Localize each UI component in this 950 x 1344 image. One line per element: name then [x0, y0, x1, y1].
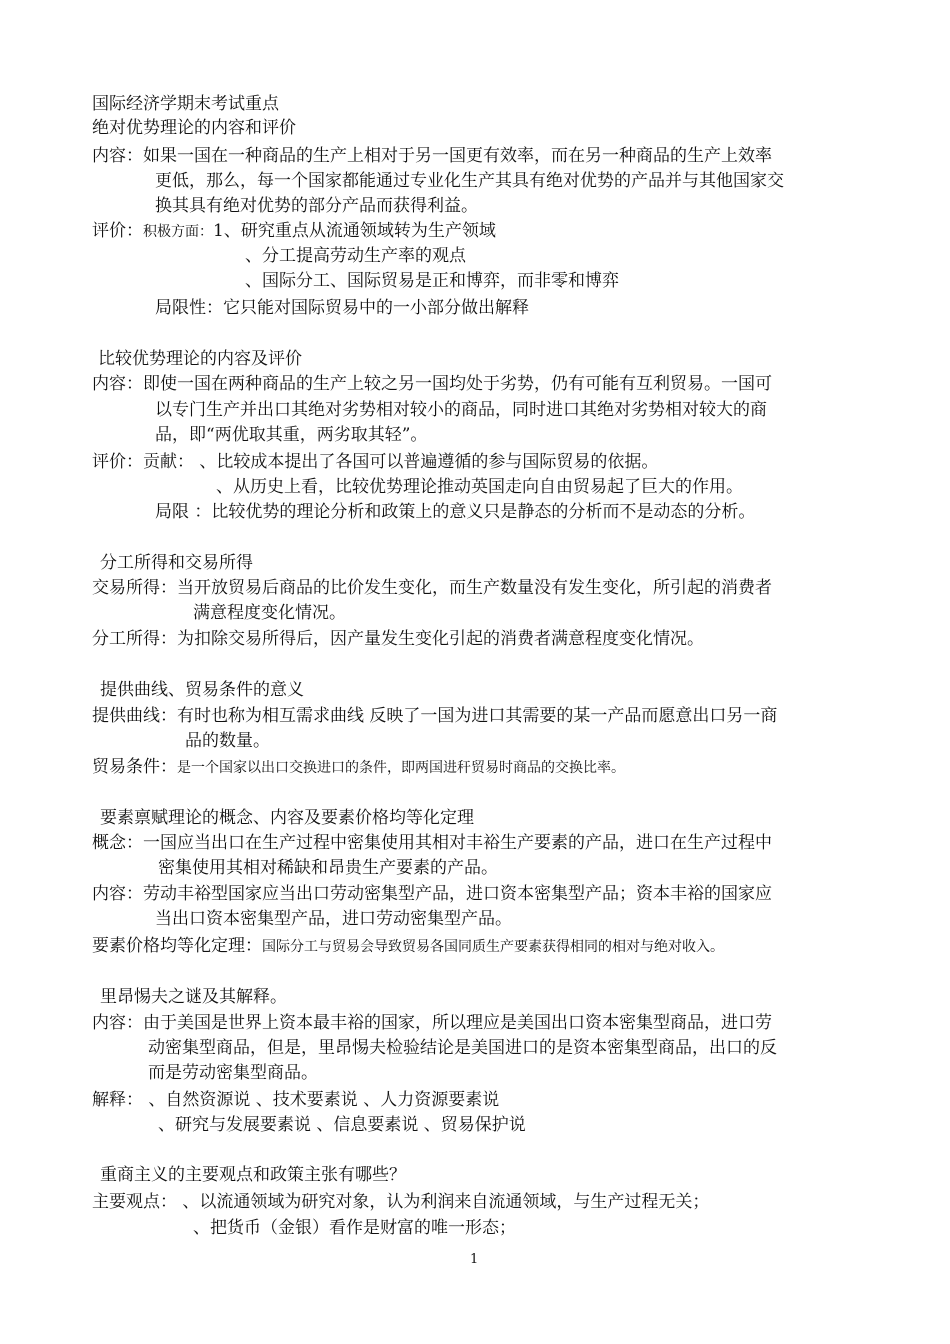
s2-limitation: 局限 ：比较优势的理论分析和政策上的意义只是静态的分析而不是动态的分析。 [155, 502, 756, 522]
s4-offer-curve: 提供曲线：有时也称为相互需求曲线 反映了一国为进口其需要的某一产品而愿意出口另一商 [92, 706, 778, 726]
section-heading-offer-curve: 提供曲线、贸易条件的意义 [100, 680, 304, 700]
s1-eval-point: 1、研究重点从流通领域转为生产领域 [213, 221, 496, 241]
s5-content: 内容：劳动丰裕型国家应当出口劳动密集型产品，进口资本密集型产品；资本丰裕的国家应 [92, 884, 772, 904]
section-heading-absolute-advantage: 绝对优势理论的内容和评价 [92, 118, 296, 138]
s6-explanation: 、研究与发展要素说 、信息要素说 、贸易保护说 [158, 1115, 526, 1135]
section-heading-factor-endowment: 要素禀赋理论的概念、内容及要素价格均等化定理 [100, 808, 474, 828]
s1-eval-point: 、分工提高劳动生产率的观点 [245, 246, 466, 266]
document-title: 国际经济学期末考试重点 [92, 94, 279, 114]
s5-concept: 密集使用其相对稀缺和昂贵生产要素的产品。 [158, 858, 498, 878]
s4-offer-curve: 品的数量。 [185, 731, 270, 751]
s6-content: 而是劳动密集型商品。 [148, 1063, 318, 1083]
s5-content: 当出口资本密集型产品，进口劳动密集型产品。 [155, 909, 512, 929]
s1-eval-positive-label: 积极方面： [143, 224, 213, 240]
s5-theorem [92, 934, 724, 959]
s5-concept: 概念：一国应当出口在生产过程中密集使用其相对丰裕生产要素的产品，进口在生产过程中 [92, 833, 772, 853]
s5-theorem-text: 国际分工与贸易会导致贸易各国同质生产要素获得相同的相对与绝对收入。 [262, 939, 724, 955]
s3-division-gain: 分工所得：为扣除交易所得后，因产量发生变化引起的消费者满意程度变化情况。 [92, 629, 704, 649]
s7-view: 主要观点： 、以流通领域为研究对象，认为利润来自流通领域，与生产过程无关； [92, 1192, 710, 1212]
s2-eval-line: 、从历史上看，比较优势理论推动英国走向自由贸易起了巨大的作用。 [216, 477, 743, 497]
s6-content: 内容：由于美国是世界上资本最丰裕的国家，所以理应是美国出口资本密集型商品，进口劳 [92, 1013, 772, 1033]
s6-content: 动密集型商品，但是，里昂惕夫检验结论是美国进口的是资本密集型商品，出口的反 [148, 1038, 777, 1058]
s3-trade-gain: 交易所得：当开放贸易后商品的比价发生变化，而生产数量没有发生变化，所引起的消费者 [92, 578, 772, 598]
s1-content-line: 内容：如果一国在一种商品的生产上相对于另一国更有效率，而在另一种商品的生产上效率 [92, 146, 772, 166]
s2-content-line: 内容：即使一国在两种商品的生产上较之另一国均处于劣势，仍有可能有互利贸易。一国可 [92, 374, 772, 394]
section-heading-mercantilism: 重商主义的主要观点和政策主张有哪些？ [100, 1165, 406, 1185]
s3-trade-gain: 满意程度变化情况。 [193, 603, 346, 623]
s1-content-line: 换其具有绝对优势的部分产品而获得利益。 [155, 196, 478, 216]
s4-terms-label: 贸易条件： [92, 757, 177, 777]
s7-view: 、把货币（金银）看作是财富的唯一形态； [193, 1218, 516, 1238]
s2-content-line: 以专门生产并出口其绝对劣势相对较小的商品，同时进口其绝对劣势相对较大的商 [155, 400, 767, 420]
section-heading-leontief: 里昂惕夫之谜及其解释。 [100, 987, 287, 1007]
s2-content-line: 品，即“两优取其重，两劣取其轻”。 [155, 425, 428, 445]
s2-eval-line: 评价：贡献： 、比较成本提出了各国可以普遍遵循的参与国际贸易的依据。 [92, 452, 659, 472]
page-number: 1 [470, 1252, 479, 1267]
s1-content-line: 更低，那么，每一个国家都能通过专业化生产其具有绝对优势的产品并与其他国家交 [155, 171, 784, 191]
section-heading-comparative-advantage: 比较优势理论的内容及评价 [98, 349, 302, 369]
section-heading-gains: 分工所得和交易所得 [100, 553, 253, 573]
s1-limitation: 局限性：它只能对国际贸易中的一小部分做出解释 [155, 298, 529, 318]
s5-theorem-label: 要素价格均等化定理： [92, 936, 262, 956]
s4-terms-of-trade [92, 755, 625, 780]
s1-eval-point: 、国际分工、国际贸易是正和博弈，而非零和博弈 [245, 271, 619, 291]
s4-terms-text: 是一个国家以出口交换进口的条件，即两国进秆贸易时商品的交换比率。 [177, 760, 625, 776]
s1-eval-line [92, 219, 496, 244]
s6-explanation: 解释： 、自然资源说 、技术要素说 、人力资源要素说 [92, 1090, 500, 1110]
s1-eval-label: 评价： [92, 221, 143, 241]
